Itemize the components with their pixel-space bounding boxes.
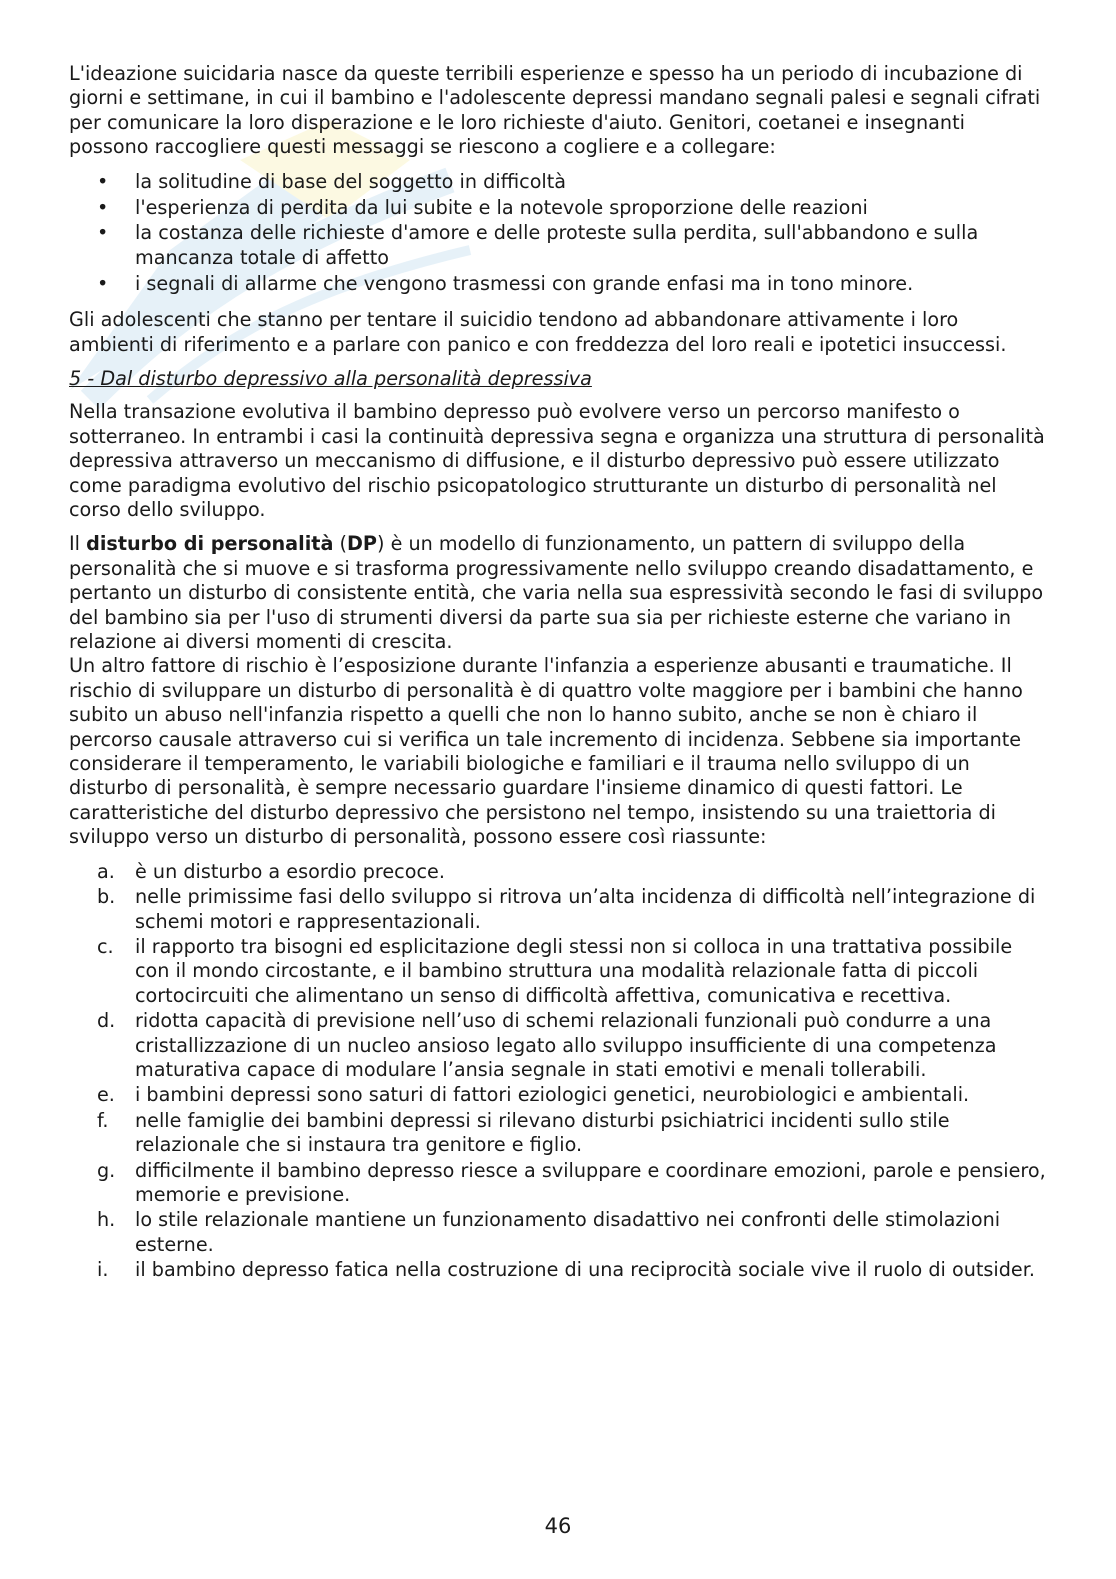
warning-signs-list: [69, 170, 1047, 297]
dp-term: disturbo di personalità: [86, 532, 334, 556]
bullet-icon: •: [97, 195, 109, 219]
characteristics-list: [69, 860, 1047, 1283]
dp-definition-paragraph: Il disturbo di personalità (DP) è un modello di funzionamento, un pattern di sviluppo della personalità che si muove e si trasforma progressivamente nello sviluppo creando disadattamento, e pertanto un disturbo di consistente entità, che varia nella sua espressività secondo le fasi di sviluppo del bambino sia per l'uso di strumenti diversi da parte sua sia per richieste esterne che variano in relazione ai diversi momenti di crescita.: [69, 532, 1044, 654]
list-item: g. difficilmente il bambino depresso riesce a sviluppare e coordinare emozioni, parole e pensiero, memorie e previsione.: [97, 1158, 1046, 1206]
list-item: d. ridotta capacità di previsione nell’uso di schemi relazionali funzionali può condurre a una cristallizzazione di un nucleo ansioso legato allo sviluppo insufficiente di una competenza maturativa capace di modulare l’ansia segnale in stati emotivi e menali tollerabili.: [97, 1009, 997, 1081]
list-item: b. nelle primissime fasi dello sviluppo si ritrova un’alta incidenza di difficoltà nell’integrazione di schemi motori e rappresentazionali.: [97, 885, 1036, 933]
list-item: c. il rapporto tra bisogni ed esplicitazione degli stessi non si colloca in una trattativa possibile con il mondo circostante, e il bambino struttura una modalità relazionale fatta di piccoli cortocircuiti che alimentano un senso di difficoltà affettiva, comunicativa e recettiva.: [97, 934, 1013, 1007]
list-marker: c.: [97, 934, 114, 958]
adolescents-paragraph: Gli adolescenti che stanno per tentare il suicidio tendono ad abbandonare attivamente i loro ambienti di riferimento e a parlare con panico e con freddezza del loro reali e ipotetici insuccessi.: [69, 308, 1007, 356]
risk-paragraph: Un altro fattore di rischio è l’esposizione durante l'infanzia a esperienze abusanti e traumatiche. Il rischio di sviluppare un disturbo di personalità è di quattro volte maggiore per i bambini che hanno subito un abuso nell'infanzia rispetto a quelli che non lo hanno subito, anche se non è chiaro il percorso causale attraverso cui si verifica un tale incremento di incidenza. Sebbene sia importante considerare il temperamento, le variabili biologiche e familiari e il trauma nello sviluppo di un disturbo di personalità, è sempre necessario guardare l'insieme dinamico di questi fattori. Le caratteristiche del disturbo depressivo che persistono nel tempo, insistendo su una traiettoria di sviluppo verso un disturbo di personalità, possono essere così riassunte:: [69, 654, 1023, 849]
list-marker: h.: [97, 1208, 116, 1232]
list-marker: e.: [97, 1083, 115, 1107]
list-item: e. i bambini depressi sono saturi di fattori eziologici genetici, neurobiologici e ambientali.: [97, 1083, 970, 1107]
list-marker: b.: [97, 885, 116, 909]
list-item: • l'esperienza di perdita da lui subite e la notevole sproporzione delle reazioni: [97, 195, 868, 219]
document-page: [69, 62, 1047, 1284]
page-number: 46: [544, 1514, 572, 1538]
bullet-icon: •: [97, 169, 109, 193]
dp-abbreviation: DP: [347, 532, 377, 556]
section-heading: 5 - Dal disturbo depressivo alla personalità depressiva: [69, 366, 592, 390]
list-marker: f.: [97, 1108, 109, 1132]
bullet-icon: •: [97, 271, 109, 295]
list-marker: i.: [97, 1258, 109, 1282]
list-item: • la costanza delle richieste d'amore e delle proteste sulla perdita, sull'abbandono e sulla mancanza totale di affetto: [97, 221, 979, 269]
list-marker: a.: [97, 859, 115, 883]
list-marker: g.: [97, 1158, 116, 1182]
list-marker: d.: [97, 1009, 116, 1033]
list-item: • la solitudine di base del soggetto in difficoltà: [97, 169, 567, 193]
list-item: a. è un disturbo a esordio precoce.: [97, 859, 445, 883]
list-item: i. il bambino depresso fatica nella costruzione di una reciprocità sociale vive il ruolo di outsider.: [97, 1258, 1035, 1282]
transaction-paragraph: Nella transazione evolutiva il bambino depresso può evolvere verso un percorso manifesto o sotterraneo. In entrambi i casi la continuità depressiva segna e organizza una struttura di personalità depressiva attraverso un meccanismo di diffusione, e il disturbo depressivo può essere utilizzato come paradigma evolutivo del rischio psicopatologico strutturante un disturbo di personalità nel corso dello sviluppo.: [69, 400, 1045, 521]
bullet-icon: •: [97, 221, 109, 245]
intro-paragraph: L'ideazione suicidaria nasce da queste terribili esperienze e spesso ha un periodo di incubazione di giorni e settimane, in cui il bambino e l'adolescente depressi mandano segnali palesi e segnali cifrati per comunicare la loro disperazione e le loro richieste d'aiuto. Genitori, coetanei e insegnanti possono raccogliere questi messaggi se riescono a cogliere e a collegare:: [69, 62, 1041, 159]
list-item: h. lo stile relazionale mantiene un funzionamento disadattivo nei confronti delle stimolazioni esterne.: [97, 1208, 1001, 1256]
list-item: f. nelle famiglie dei bambini depressi si rilevano disturbi psichiatrici incidenti sullo stile relazionale che si instaura tra genitore e figlio.: [97, 1108, 950, 1157]
list-item: • i segnali di allarme che vengono trasmessi con grande enfasi ma in tono minore.: [97, 271, 914, 295]
